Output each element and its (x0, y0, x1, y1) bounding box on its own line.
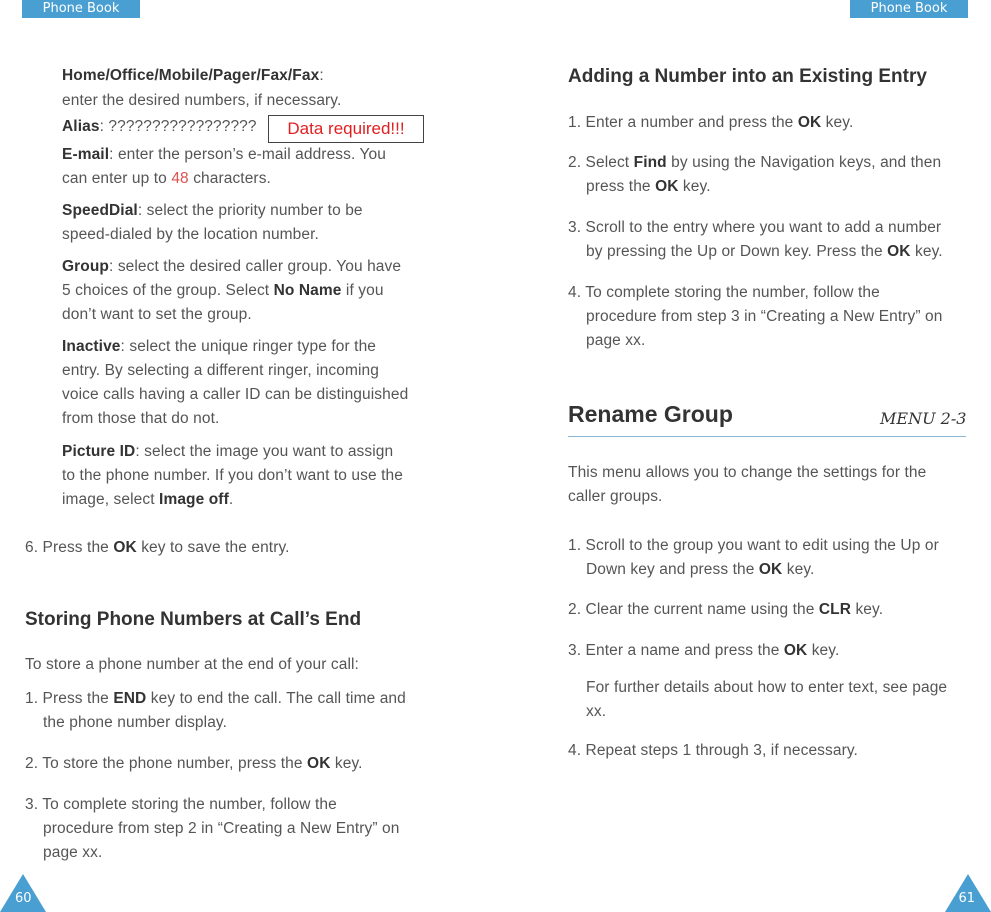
rename-step-4: 4. Repeat steps 1 through 3, if necessary. (568, 742, 858, 759)
storing-step-3: 3. To complete storing the number, follow the (25, 796, 337, 813)
menu-label: MENU 2-3 (880, 409, 967, 428)
adding-step-1: 1. Enter a number and press the OK key. (568, 114, 854, 131)
rename-step-1: 1. Scroll to the group you want to edit using the Up or (568, 537, 939, 554)
header-tab-right: Phone Book (850, 0, 968, 18)
adding-step-2-cont: press the OK key. (586, 178, 711, 195)
storing-step-1-cont: the phone number display. (43, 714, 228, 731)
field-phone-types: Home/Office/Mobile/Pager/Fax/Fax: (62, 67, 324, 84)
adding-step-4: 4. To complete storing the number, follow the (568, 284, 880, 301)
field-inactive-desc-3: from those that do not. (62, 410, 220, 427)
adding-step-2: 2. Select Find by using the Navigation keys, and then (568, 154, 942, 171)
field-picture-id-desc: to the phone number. If you don’t want to use the (62, 467, 403, 484)
section-heading-rename: Rename Group (568, 401, 733, 427)
storing-step-3-cont-2: page xx. (43, 844, 103, 861)
adding-step-3: 3. Scroll to the entry where you want to add a number (568, 219, 942, 236)
rename-step-3: 3. Enter a name and press the OK key. (568, 642, 840, 659)
rename-desc-cont: caller groups. (568, 488, 663, 505)
storing-step-1: 1. Press the END key to end the call. The call time and (25, 690, 406, 707)
field-picture-id-desc-2: image, select Image off. (62, 491, 234, 508)
field-picture-id: Picture ID: select the image you want to assign (62, 443, 394, 460)
adding-step-4-cont-2: page xx. (586, 332, 646, 349)
rename-step-3-note-cont: xx. (586, 703, 607, 720)
field-group-desc-2: don’t want to set the group. (62, 306, 252, 323)
page-number-left: 60 (15, 891, 32, 906)
field-speeddial: SpeedDial: select the priority number to be (62, 202, 363, 219)
section-heading-storing: Storing Phone Numbers at Call’s End (25, 609, 362, 630)
adding-step-4-cont: procedure from step 3 in “Creating a New Entry” on (586, 308, 943, 325)
rename-step-2: 2. Clear the current name using the CLR key. (568, 601, 884, 618)
field-inactive-desc-2: voice calls having a caller ID can be distinguished (62, 386, 409, 403)
field-inactive-desc: entry. By selecting a different ringer, incoming (62, 362, 379, 379)
adding-step-3-cont: by pressing the Up or Down key. Press the OK key. (586, 243, 943, 260)
step-6: 6. Press the OK key to save the entry. (25, 539, 290, 556)
field-speeddial-desc: speed-dialed by the location number. (62, 226, 319, 243)
field-email: E-mail: enter the person’s e-mail address. You (62, 146, 386, 163)
field-phone-types-desc: enter the desired numbers, if necessary. (62, 92, 342, 109)
header-tab-left: Phone Book (22, 0, 140, 18)
storing-intro: To store a phone number at the end of your call: (25, 656, 359, 673)
field-group-desc: 5 choices of the group. Select No Name if you (62, 282, 384, 299)
storing-step-2: 2. To store the phone number, press the OK key. (25, 755, 363, 772)
field-group: Group: select the desired caller group. You have (62, 258, 402, 275)
page-number-right: 61 (958, 891, 975, 906)
field-inactive: Inactive: select the unique ringer type for the (62, 338, 377, 355)
field-alias: Alias: ????????????????? (62, 118, 257, 135)
rename-step-1-cont: Down key and press the OK key. (586, 561, 815, 578)
data-required-badge: Data required!!! (268, 115, 424, 143)
section-heading-adding: Adding a Number into an Existing Entry (568, 66, 927, 87)
rename-step-3-note: For further details about how to enter text, see page (586, 679, 948, 696)
storing-step-3-cont: procedure from step 2 in “Creating a New Entry” on (43, 820, 400, 837)
section-divider (568, 436, 966, 437)
field-email-desc: can enter up to 48 characters. (62, 170, 271, 187)
rename-desc: This menu allows you to change the settings for the (568, 464, 927, 481)
